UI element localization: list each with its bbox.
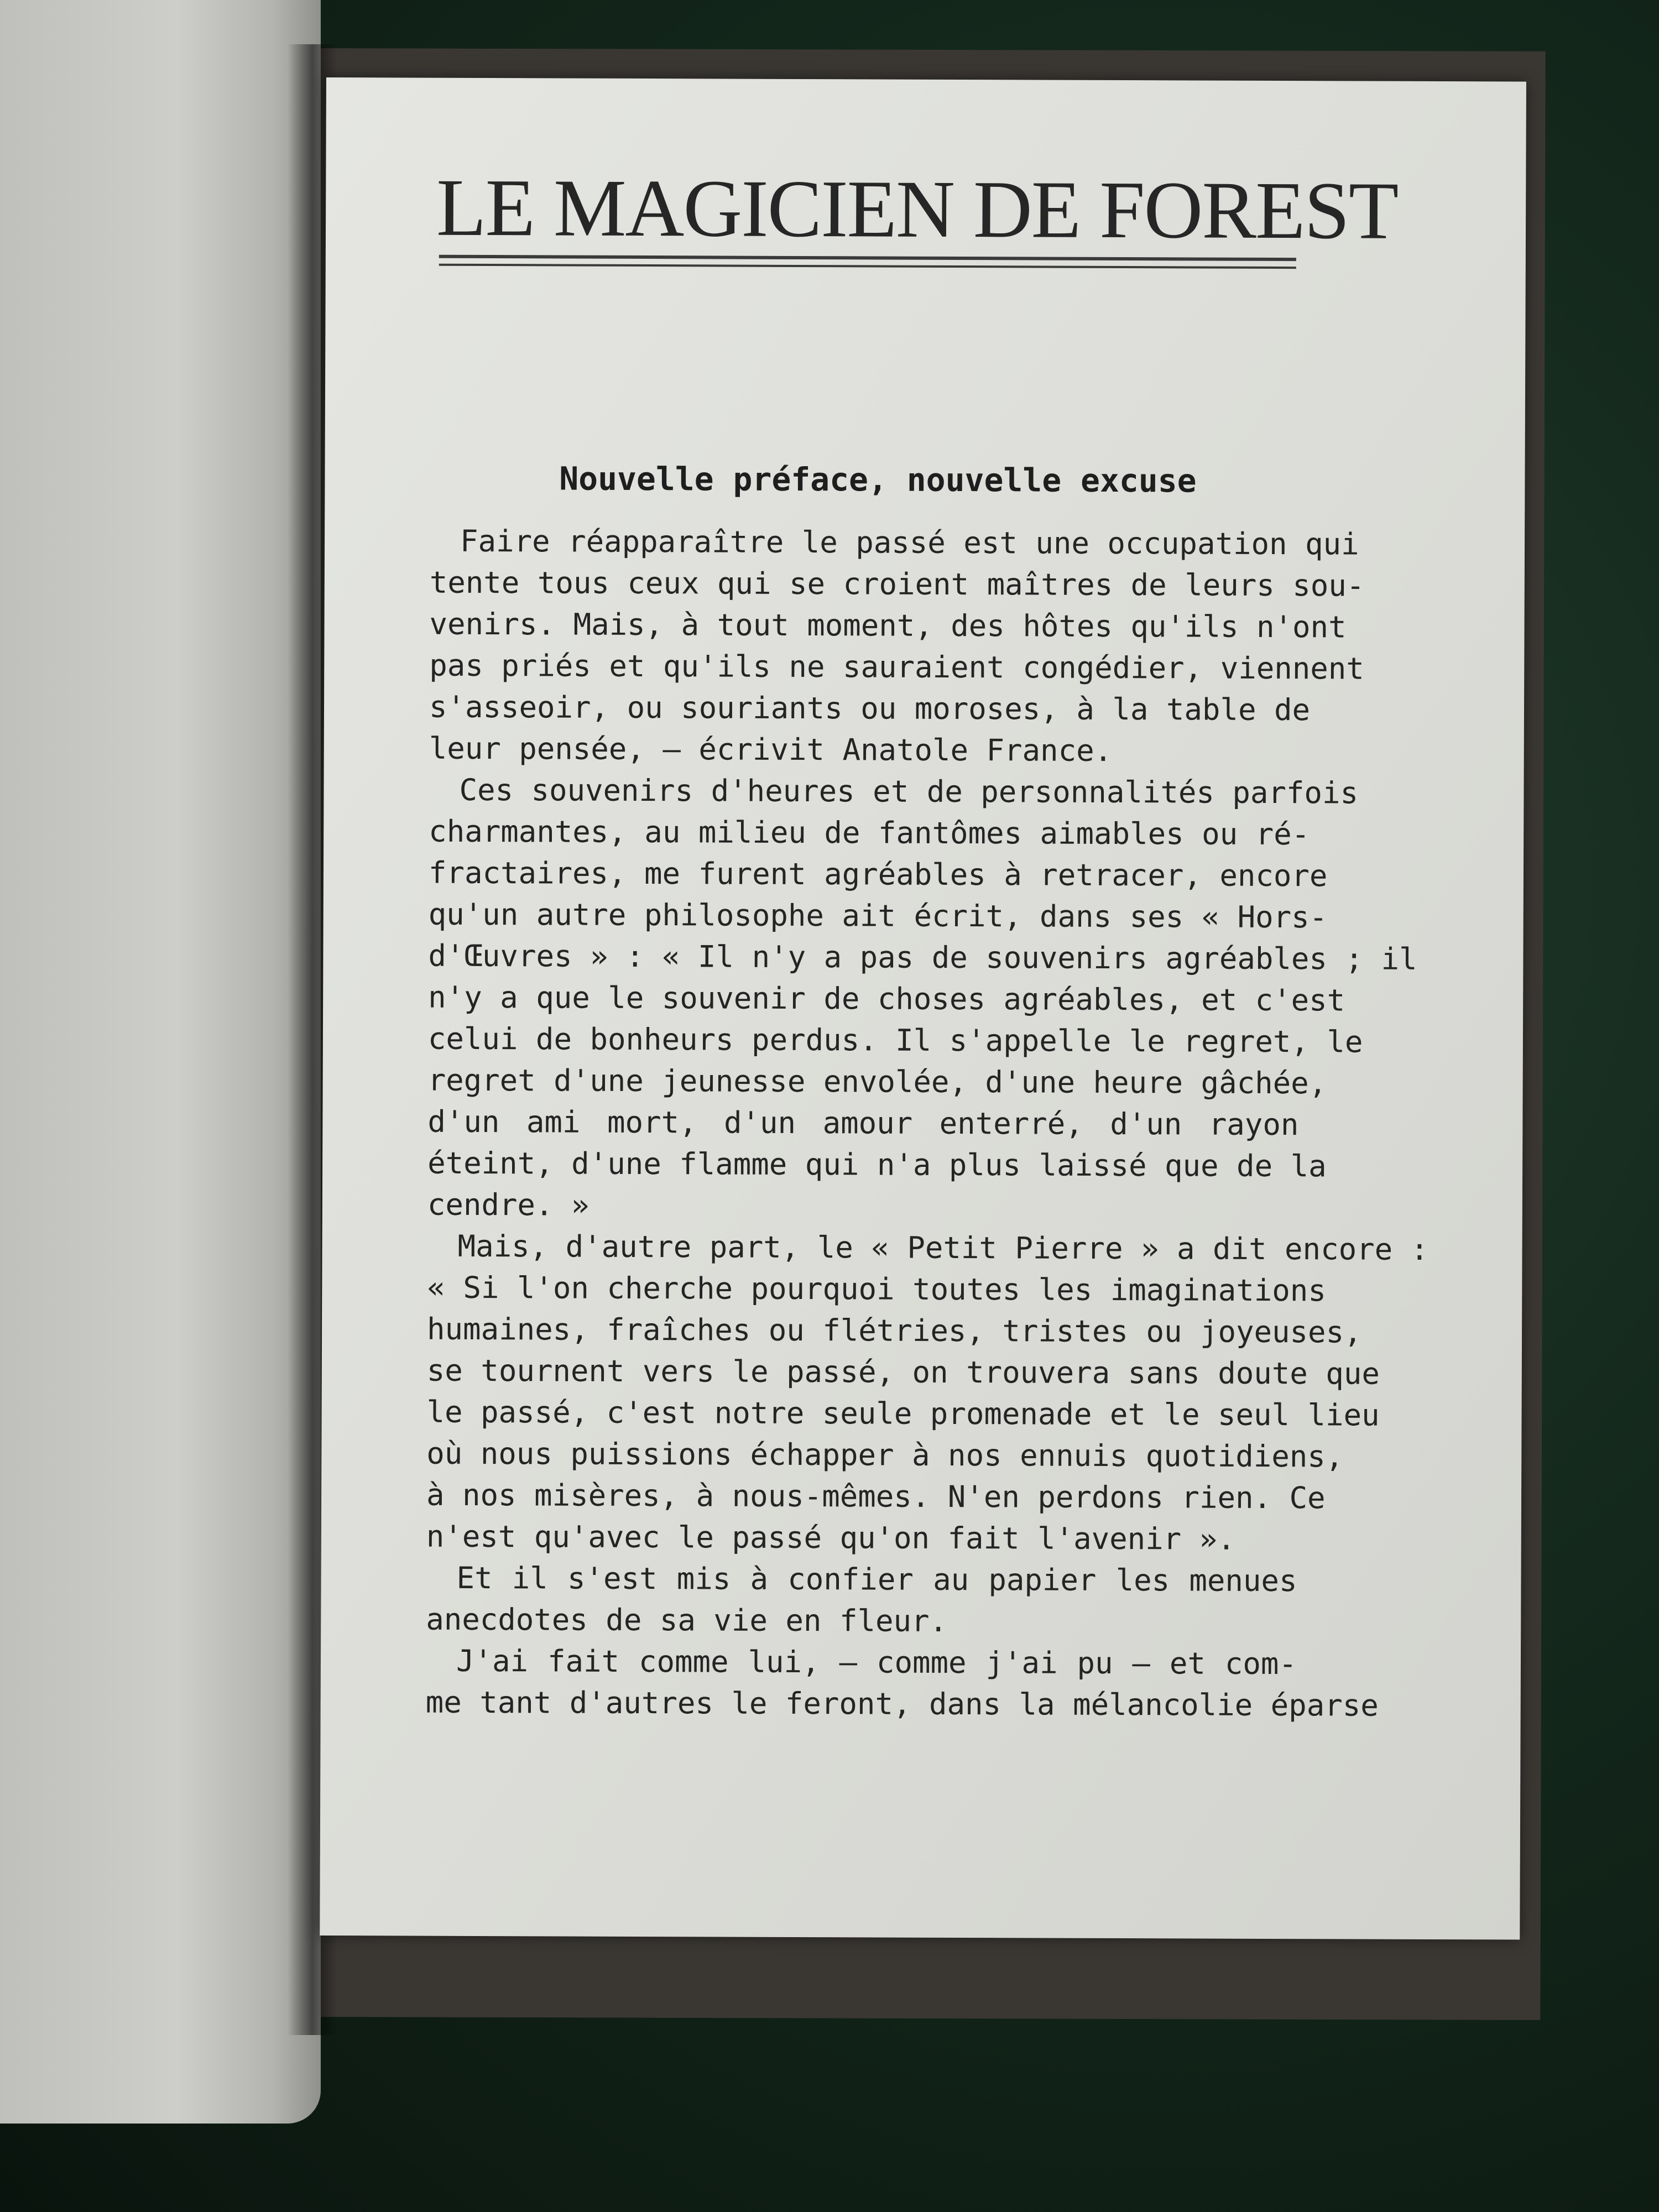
text-line: n'y a que le souvenir de choses agréables, et c'est: [428, 979, 1345, 1018]
text-line: se tournent vers le passé, on trouvera sans doute que: [426, 1353, 1380, 1391]
paragraph: [427, 769, 1417, 1228]
text-line: le passé, c'est notre seule promenade et le seul lieu: [426, 1394, 1380, 1433]
text-line: n'est qu'avec le passé qu'on fait l'avenir ».: [426, 1519, 1235, 1557]
right-page: [320, 77, 1526, 1940]
text-line: s'asseoir, ou souriants ou moroses, à la table de: [429, 689, 1311, 728]
header-rule-second: [439, 264, 1296, 269]
text-line: d'Œuvres » : « Il n'y a pas de souvenirs agréables ; il: [428, 938, 1417, 977]
text-line: Mais, d'autre part, le « Petit Pierre » a dit encore :: [457, 1228, 1429, 1267]
text-line: Et il s'est mis à confier au papier les menues: [456, 1560, 1297, 1599]
text-line: humaines, fraîches ou flétries, tristes ou joyeuses,: [426, 1311, 1362, 1350]
text-line: cendre. »: [427, 1187, 589, 1223]
paragraph: [425, 1640, 1379, 1726]
text-line: tente tous ceux qui se croient maîtres de leurs sou-: [429, 565, 1365, 603]
text-line: celui de bonheurs perdus. Il s'appelle le regret, le: [427, 1021, 1363, 1060]
body-text: [425, 520, 1429, 1726]
text-line: Faire réapparaître le passé est une occupation qui: [460, 523, 1359, 562]
text-line: venirs. Mais, à tout moment, des hôtes qu'ils n'ont: [429, 606, 1347, 645]
left-page: [0, 0, 321, 2124]
text-line: regret d'une jeunesse envolée, d'une heure gâchée,: [427, 1062, 1327, 1101]
running-head: LE MAGICIEN DE FOREST: [436, 162, 1398, 257]
paragraph: [429, 520, 1365, 772]
section-title: Nouvelle préface, nouvelle excuse: [559, 460, 1197, 500]
text-line: à nos misères, à nous-mêmes. N'en perdons rien. Ce: [426, 1477, 1326, 1516]
text-line: anecdotes de sa vie en fleur.: [426, 1601, 948, 1639]
text-line: Ces souvenirs d'heures et de personnalités parfois: [459, 772, 1359, 811]
text-line: pas priés et qu'ils ne sauraient congédier, viennent: [429, 648, 1364, 686]
text-line: éteint, d'une flamme qui n'a plus laissé que de la: [427, 1145, 1327, 1184]
text-line: fractaires, me furent agréables à retracer, encore: [428, 855, 1328, 894]
text-line: me tant d'autres le feront, dans la mélancolie éparse: [425, 1684, 1379, 1723]
text-line: charmantes, au milieu de fantômes aimables ou ré-: [429, 813, 1310, 852]
text-line: où nous puissions échapper à nos ennuis quotidiens,: [426, 1436, 1344, 1474]
paragraph: [426, 1557, 1297, 1643]
text-line: qu'un autre philosophe ait écrit, dans ses « Hors-: [428, 896, 1328, 935]
text-line: « Si l'on cherche pourquoi toutes les imaginations: [427, 1270, 1327, 1308]
text-line: leur pensée, — écrivit Anatole France.: [429, 731, 1113, 768]
text-line: d'un ami mort, d'un amour enterré, d'un rayon: [427, 1104, 1299, 1142]
paragraph: [426, 1225, 1429, 1560]
text-line: J'ai fait comme lui, — comme j'ai pu — et com-: [456, 1643, 1297, 1682]
